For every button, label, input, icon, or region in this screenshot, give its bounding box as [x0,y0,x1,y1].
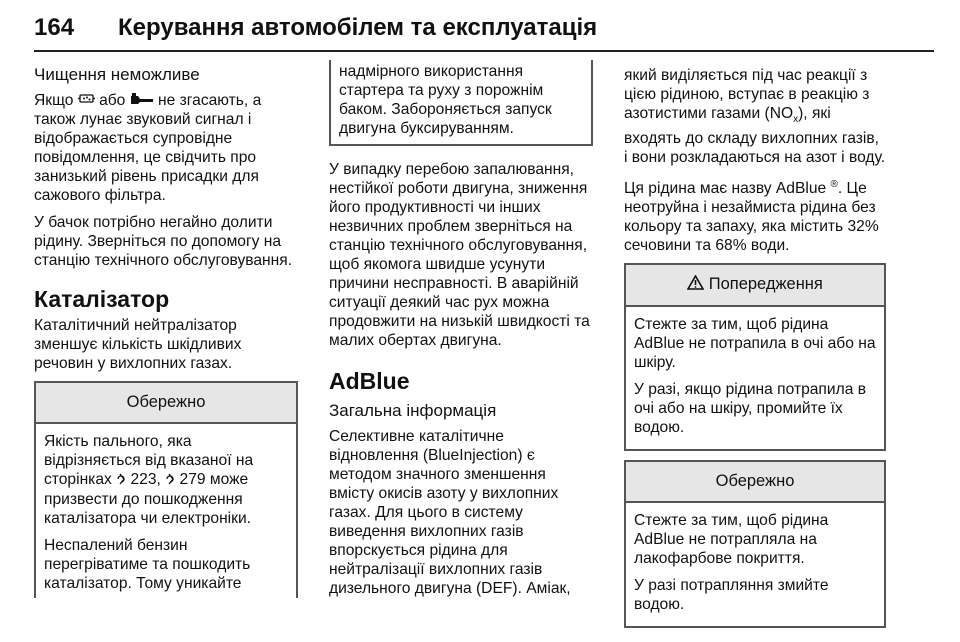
text-fragment: . Це неотруйна і незаймиста рідина без кольору та запаху, яка містить 32% сечовини та 68% води. [624,180,879,255]
text-fragment: який виділяється під час реакції з цією рідиною, вступає в реакцію з азотистими газами (NO [624,67,870,122]
page-number: 164 [34,14,75,41]
caution-title-paint: Обережно [626,462,884,503]
paragraph-indicator [34,91,298,205]
warning-header [626,265,884,307]
paragraph-reaction [624,66,886,167]
caution-box [34,381,298,592]
page-ref-223[interactable]: 223 [130,471,157,489]
page-header [34,14,934,48]
heading-adblue: AdBlue [329,368,410,394]
warning-paragraph-2: У разі, якщо рідина потрапила в очі або на шкіру, промийте їх водою. [634,380,866,436]
text-fragment: не згасають, а також лунає звуковий сигнал і відображається супровідне повідомлення, це свідчить про занизький рівень присадки для сажового фільтра. [34,92,262,205]
dpf-warning-icon [78,91,95,110]
paragraph-catalyst: Каталітичний нейтралізатор зменшує кількість шкідливих речовин у вихлопних газах. [34,317,242,373]
caution-box-paint [624,460,886,628]
subscript-x: x [793,114,799,126]
caution-body [36,424,296,592]
paragraph-refill: У бачок потрібно негайно долити рідину. Зверніться по допомогу на станцію технічного обслуговування. [34,214,293,270]
caution-continued-text: надмірного використання стартера та руху з порожнім баком. Забороняється запуск двигуна буксируванням. [339,63,552,137]
heading-cleaning-impossible: Чищення неможливе [34,65,200,84]
warning-body [626,307,884,449]
page-title: Керування автомобілем та експлуатація [118,14,598,41]
registered-mark: ® [830,179,838,191]
caution-right-border-extension [296,580,298,598]
caution-paragraph-1 [44,432,288,527]
text-fragment: Якщо [34,92,78,109]
text-fragment: ), які входять до складу вихлопних газів, і вони розкладаються на азот і воду. [624,105,886,167]
caution-paint-paragraph-1: Стежте за тим, щоб рідина AdBlue не потрапляла на лакофарбове покриття. [634,511,829,567]
column-left [34,64,298,601]
caution-paragraph-2: Неспалений бензин перегріватиме та пошкодить каталізатор. Тому уникайте [44,536,251,592]
paragraph-scr: Селективне каталітичне відновлення (BlueInjection) є методом значного зменшення вмісту окисів азоту у вихлопних газах. Для цього в систему виведення вихлопних газів впорскується рідина для нейтралізації вихлопних газів дизельного двигуна (DEF). Аміак, [329,428,571,597]
caution-box-continued [329,60,593,146]
adblue-indicator-icon [130,91,154,110]
text-fragment: або [94,92,130,109]
caution-title: Обережно [36,383,296,424]
header-divider [34,50,934,52]
page-reference-icon [116,471,126,490]
caution-paint-paragraph-2: У разі потрапляння змийте водою. [634,576,829,613]
caution-left-border-extension [34,580,36,598]
text-fragment: може призвести до пошкодження каталізатора чи електроніки. [44,471,252,527]
text-fragment: Ця рідина має назву AdBlue [624,180,831,198]
page-reference-icon [165,471,175,490]
warning-box [624,263,886,451]
text-fragment: Якість пального, яка відрізняється від вказаної на сторінках [44,433,254,489]
warning-paragraph-1: Стежте за тим, щоб рідина AdBlue не потрапила в очі або на шкіру. [634,315,876,371]
paragraph-misfire: У випадку перебою запалювання, нестійкої роботи двигуна, зниження його продуктивності чи інших незвичних проблем зверніться на станцію технічного обслуговування, щоб якомога швидше усунути причини несправності. В аварійній ситуації деякий час рух можна продовжити на низькій швидкості та малих обертах двигуна. [329,161,590,349]
warning-title: Попередження [708,275,823,294]
caution-body-paint [626,503,884,626]
page-ref-279[interactable]: 279 [179,471,206,489]
heading-general-info: Загальна інформація [329,401,497,420]
column-middle [329,64,593,606]
heading-catalyst: Каталізатор [34,286,170,313]
paragraph-adblue-description [624,175,886,255]
text-fragment: , [156,471,166,489]
warning-triangle-icon [687,275,704,295]
column-right [624,66,886,628]
